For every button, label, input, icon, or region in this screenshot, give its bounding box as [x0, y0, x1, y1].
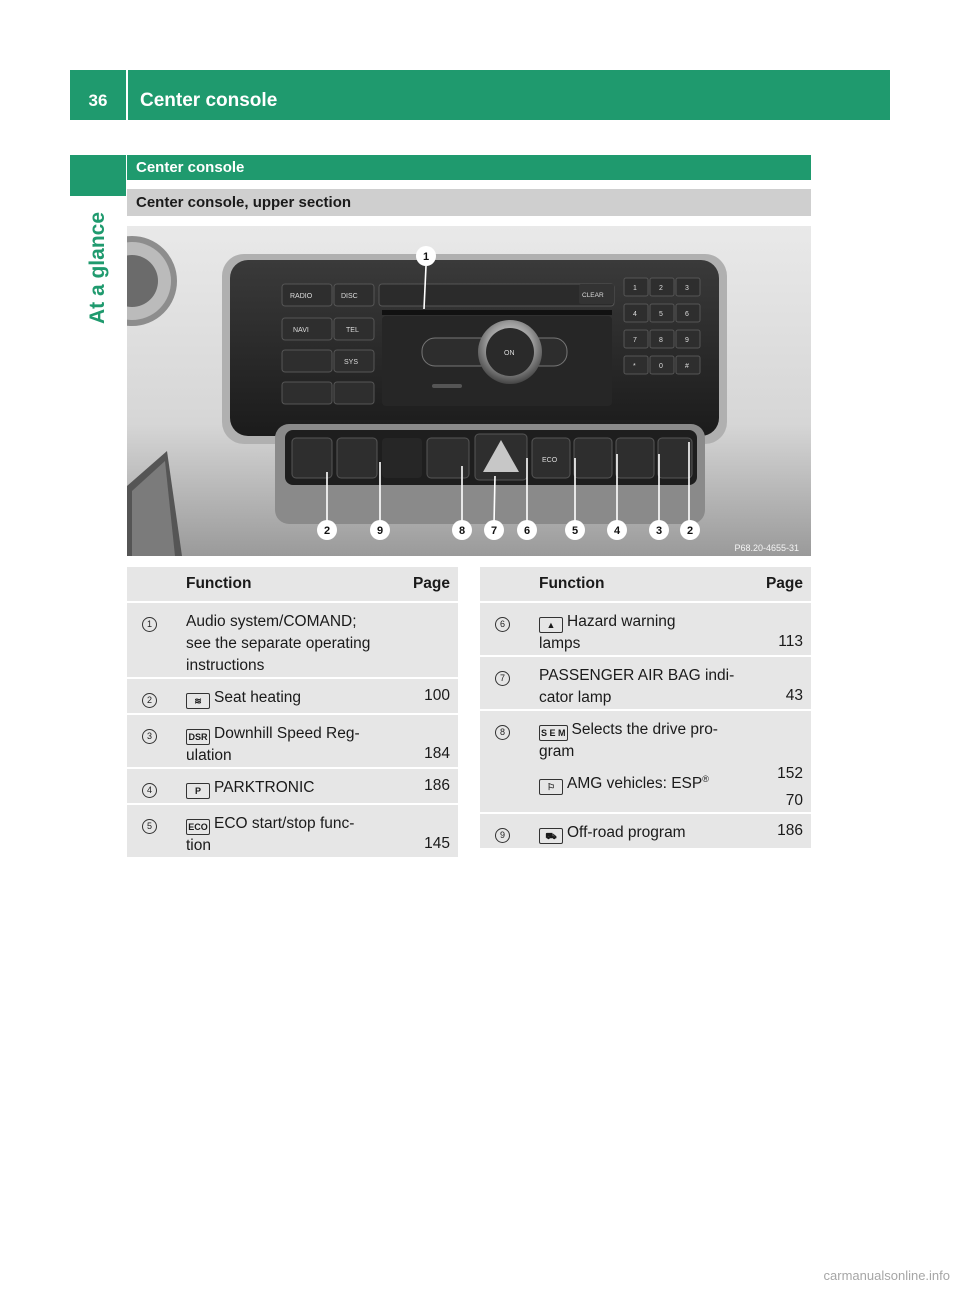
header-divider — [126, 70, 128, 120]
callout-4: 4 — [613, 525, 621, 537]
table-header-num — [480, 567, 525, 601]
function-text: Off-road program — [567, 824, 686, 841]
function-text: Seat heating — [214, 689, 302, 706]
sys-button-label: SYS — [344, 359, 359, 366]
function-text: instructions — [186, 657, 265, 674]
item-number: 8 — [495, 725, 510, 740]
keypad-key: 1 — [633, 285, 637, 292]
function-text: Audio system/COMAND; — [186, 613, 357, 630]
hazard-icon: ▲ — [539, 617, 563, 633]
function-cell — [172, 603, 390, 677]
page-number: 36 — [88, 91, 108, 110]
keypad-key: 0 — [659, 363, 663, 370]
function-text: AMG vehicles: ESP — [567, 775, 703, 793]
keypad-key: 5 — [659, 311, 663, 318]
table-header-row — [127, 567, 458, 601]
table-header-num — [127, 567, 172, 601]
item-number: 3 — [142, 729, 157, 744]
function-table-right — [480, 565, 811, 850]
item-number: 5 — [142, 819, 157, 834]
callout-9: 9 — [376, 525, 384, 537]
function-cell — [525, 711, 743, 812]
function-cell — [172, 805, 390, 857]
callout-6: 6 — [523, 525, 531, 537]
seat-heating-icon: ≋ — [186, 693, 210, 709]
callout-2: 2 — [323, 525, 331, 537]
keypad-key: 7 — [633, 337, 637, 344]
figure-code: P68.20-4655-31 — [734, 543, 799, 553]
navi-button-label: NAVI — [293, 327, 309, 334]
table-row — [127, 679, 458, 713]
page-cell: 113 — [743, 603, 811, 655]
page-header — [70, 70, 890, 120]
page-cell: 43 — [743, 657, 811, 709]
function-cell — [172, 715, 390, 767]
function-cell — [525, 814, 743, 848]
registered-mark: ® — [702, 774, 709, 784]
keypad-key: # — [685, 363, 689, 370]
downhill-speed-icon: DSR — [186, 729, 210, 745]
function-cell — [525, 603, 743, 655]
table-header-page: Page — [390, 567, 458, 601]
table-row — [127, 715, 458, 767]
function-text: lamps — [539, 635, 581, 652]
table-header-function: Function — [172, 567, 390, 601]
subsection-title: Center console, upper section — [127, 189, 811, 216]
keypad-key: 4 — [633, 311, 637, 318]
item-number: 7 — [495, 671, 510, 686]
item-number: 6 — [495, 617, 510, 632]
keypad-key: 3 — [685, 285, 689, 292]
table-row — [480, 711, 811, 812]
page-cell: 186 — [743, 814, 811, 848]
page-value: 70 — [785, 792, 803, 809]
side-tab-label: At a glance — [86, 211, 109, 325]
keypad-key: 2 — [659, 285, 663, 292]
table-row — [127, 603, 458, 677]
page-cell: 100 — [390, 679, 458, 713]
table-row — [127, 769, 458, 803]
eco-button-label: ECO — [542, 457, 558, 464]
function-text: Selects the drive pro- — [571, 721, 718, 738]
esp-off-icon: ⚐ — [539, 779, 563, 795]
parktronic-icon: P — [186, 783, 210, 799]
callout-7: 7 — [490, 525, 498, 537]
page-cell: 184 — [390, 715, 458, 767]
item-number: 4 — [142, 783, 157, 798]
function-text: cator lamp — [539, 689, 612, 706]
function-text: gram — [539, 743, 575, 760]
on-button-label: ON — [504, 350, 515, 357]
function-table-left — [127, 565, 458, 859]
keypad-key: 8 — [659, 337, 663, 344]
callout-1: 1 — [422, 251, 430, 263]
center-console-photo — [127, 226, 811, 556]
function-text: Downhill Speed Reg- — [214, 725, 360, 742]
callout-8: 8 — [458, 525, 466, 537]
table-row — [480, 657, 811, 709]
page-value: 152 — [777, 765, 803, 782]
eco-icon: ECO — [186, 819, 210, 835]
function-text: see the separate operating — [186, 635, 371, 652]
callout-3: 3 — [655, 525, 663, 537]
page-cell: 186 — [390, 769, 458, 803]
clear-button-label: CLEAR — [582, 292, 604, 299]
function-text: tion — [186, 837, 211, 854]
table-row — [480, 603, 811, 655]
header-title: Center console — [140, 90, 278, 111]
function-text: ECO start/stop func- — [214, 815, 355, 832]
function-text: ulation — [186, 747, 232, 764]
table-header-page: Page — [743, 567, 811, 601]
table-header-function: Function — [525, 567, 743, 601]
keypad-key: * — [633, 363, 636, 370]
page-cell: 145 — [390, 805, 458, 857]
table-row — [480, 814, 811, 848]
item-number: 1 — [142, 617, 157, 632]
tel-button-label: TEL — [346, 327, 359, 334]
function-cell — [172, 679, 390, 713]
function-cell — [525, 657, 743, 709]
page-cell — [743, 711, 811, 812]
page-cell — [390, 603, 458, 677]
table-header-row — [480, 567, 811, 601]
callout-5: 5 — [571, 525, 579, 537]
drive-program-icon: S E M — [539, 725, 568, 741]
radio-button-label: RADIO — [290, 293, 313, 300]
section-title: Center console — [127, 155, 811, 180]
item-number: 2 — [142, 693, 157, 708]
keypad-key: 9 — [685, 337, 689, 344]
table-row — [127, 805, 458, 857]
item-number: 9 — [495, 828, 510, 843]
callout-2b: 2 — [686, 525, 694, 537]
offroad-icon: ⛟ — [539, 828, 563, 844]
function-cell — [172, 769, 390, 803]
footer-watermark: carmanualsonline.info — [823, 1268, 950, 1283]
function-text: PARKTRONIC — [214, 779, 315, 796]
disc-button-label: DISC — [341, 293, 358, 300]
function-text: PASSENGER AIR BAG indi- — [539, 667, 735, 684]
keypad-key: 6 — [685, 311, 689, 318]
function-text: Hazard warning — [567, 613, 676, 630]
